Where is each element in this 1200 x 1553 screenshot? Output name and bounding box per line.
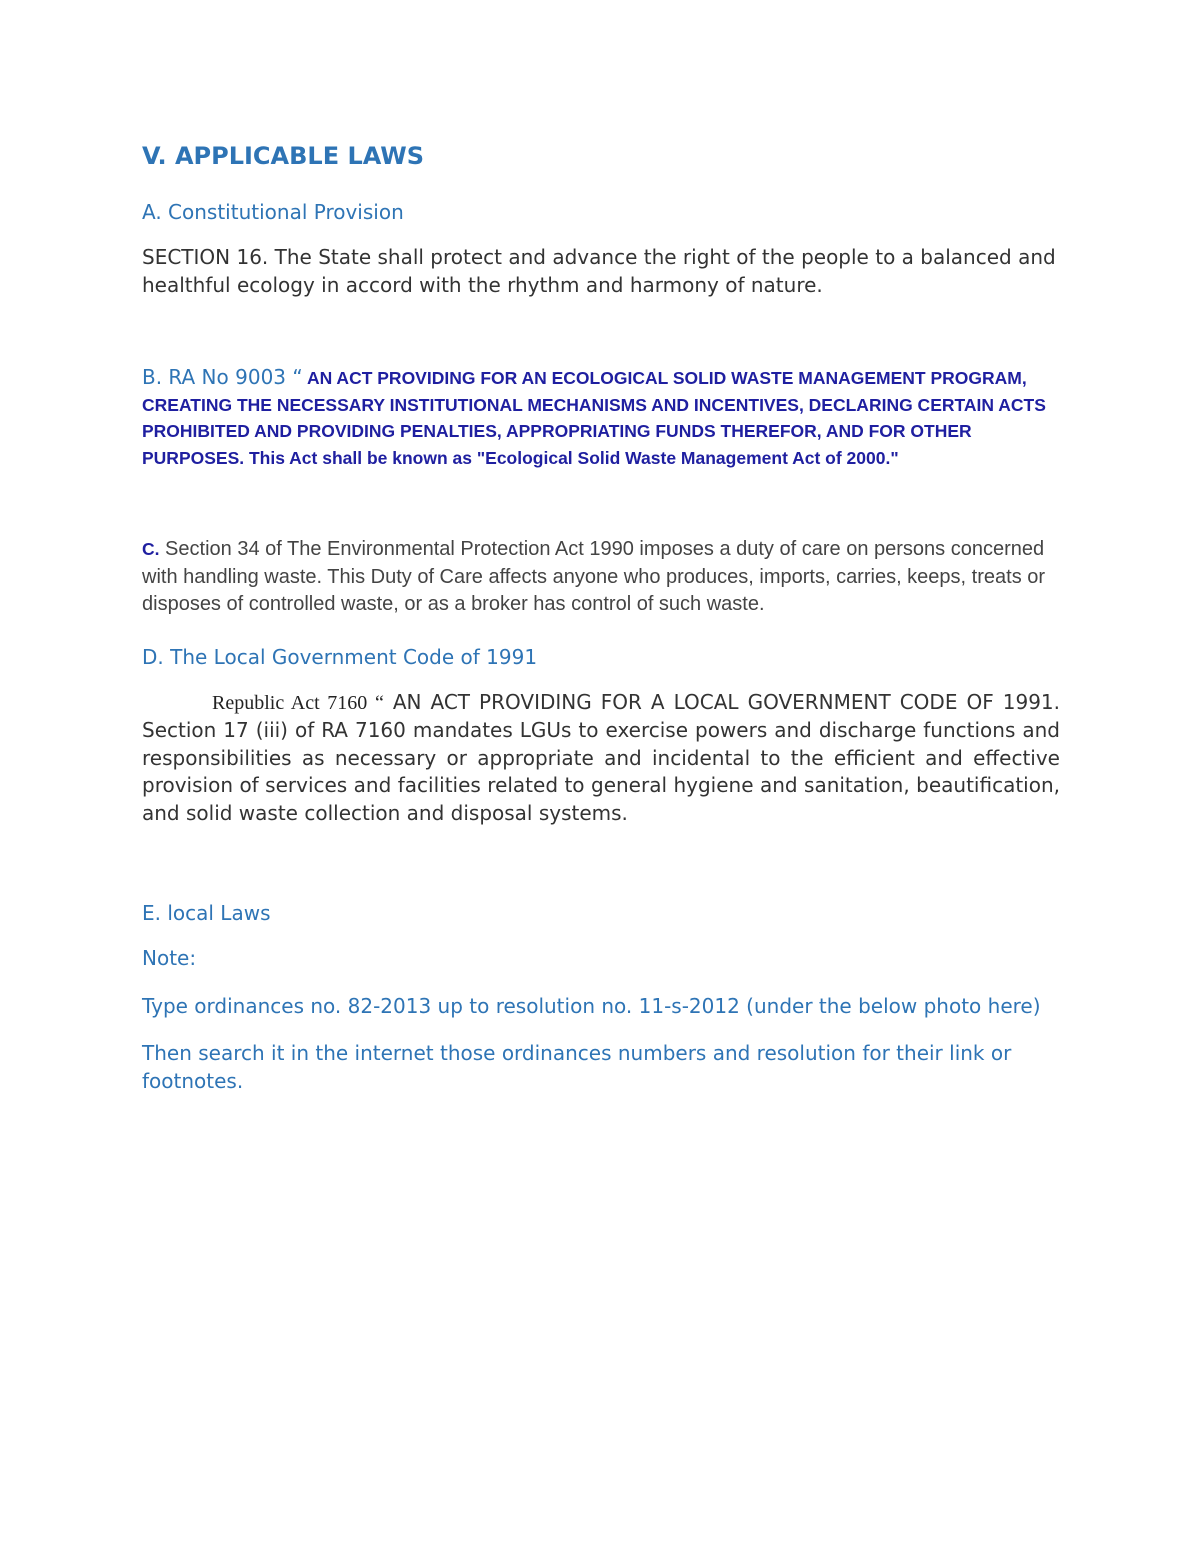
- document-content: [142, 140, 1060, 1115]
- page-title: V. APPLICABLE LAWS: [142, 142, 424, 170]
- section-c-letter: C.: [142, 539, 160, 559]
- section-a-title: A. Constitutional Provision: [142, 200, 404, 224]
- section-b-block: [142, 365, 1060, 472]
- section-c-text: Section 34 of The Environmental Protection Act 1990 imposes a duty of care on persons concerned with handling waste. This Duty of Care affects anyone who produces, imports, carries, keeps, treats or disposes of controlled waste, or as a broker has control of such waste.: [142, 538, 1046, 615]
- section-c-block: [142, 536, 1060, 619]
- section-e-title: E. local Laws: [142, 901, 271, 925]
- section-b-title: AN ACT PROVIDING FOR AN ECOLOGICAL SOLID WASTE MANAGEMENT PROGRAM, CREATING THE NECESSARY INSTITUTIONAL MECHANISMS AND INCENTIVES, DECLARING CERTAIN ACTS PROHIBITED AND PROVIDING PENALTIES, APPROPRIATING FUNDS THEREFOR, AND FOR OTHER PURPOSES. This Act shall be known as "Ecological Solid Waste Management Act of 2000.": [142, 368, 1046, 468]
- section-d-serif-prefix: Republic Act 7160 “: [212, 691, 384, 714]
- section-b-prefix: B. RA No 9003 “: [142, 365, 303, 389]
- section-a-text: SECTION 16. The State shall protect and advance the right of the people to a balanced and healthful ecology in accord with the rhythm and harmony of nature.: [142, 245, 1056, 297]
- section-d-title: D. The Local Government Code of 1991: [142, 644, 538, 669]
- section-d-text: AN ACT PROVIDING FOR A LOCAL GOVERNMENT CODE OF 1991. Section 17 (iii) of RA 7160 mandates LGUs to exercise powers and discharge functions and responsibilities as necessary or appropriate and incidental to the efficient and effective provision of services and facilities related to general hygiene and sanitation, beautification, and solid waste collection and disposal systems.: [142, 689, 1060, 825]
- section-d-block: [142, 689, 1060, 828]
- note-label: Note:: [142, 946, 197, 970]
- note-line-1: Type ordinances no. 82-2013 up to resolution no. 11-s-2012 (under the below photo here): [142, 993, 1041, 1018]
- note-line-2: Then search it in the internet those ordinances numbers and resolution for their link or footnotes.: [142, 1041, 1012, 1093]
